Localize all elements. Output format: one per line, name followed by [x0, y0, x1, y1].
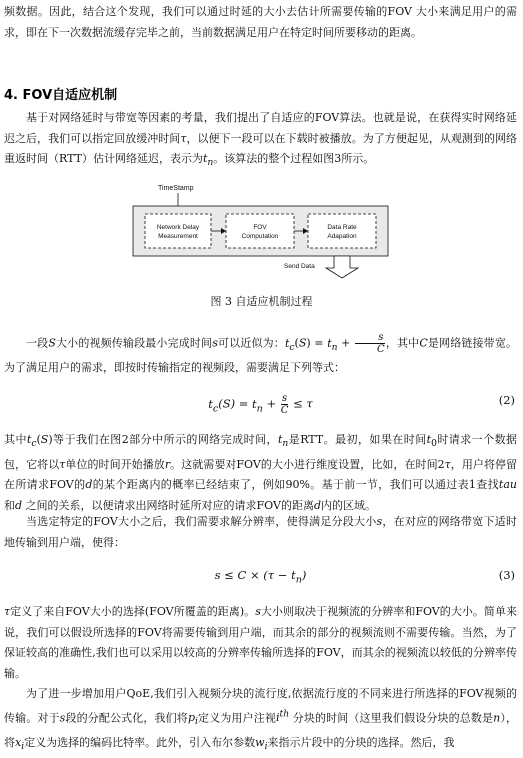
box3-line1: Data Rate	[327, 224, 357, 231]
box1-line2: Measurement	[158, 233, 198, 240]
equation-3-number: (3)	[498, 568, 515, 582]
paragraph-resolution: 当选定特定的FOV大小之后，我们需要求解分辨率，使得满足分段大小s，在对应的网络带宽下适时地传输到用户端，使得：	[4, 515, 517, 549]
network-delay-box	[145, 214, 211, 248]
equation-3-expression: $s \le C \times (\tau - t_n)$	[214, 568, 307, 586]
send-data-label: Send Data	[284, 263, 315, 270]
paragraph-fov-size: τ定义了来自FOV大小的选择(FOV所覆盖的距离)。s大小则取决于视频流的分辨率和FOV的大小。简单来说，我们可以假设所选择的FOV将需要传输到用户端，而其余的部分的视频流则不需要传输。当然，为了保证较高的准确性,我们也可以采用以较高的分辨率传输所选择的FOV，而其余的视频流以较低的分辨率传输。	[4, 605, 517, 680]
fov-computation-box	[226, 214, 294, 248]
box3-line2: Adapation	[327, 233, 357, 240]
paragraph-completion-time: 一段S大小的视频传输段最小完成时间s可以近似为：$t_c(S) = t_n$ + $\frac{s}{C}$ ，其中C是网络链接带宽。为了满足用户的需求，即按时传输指定的视频段，需要满足下列等式：	[4, 332, 517, 375]
box1-line1: Network Delay	[156, 224, 200, 231]
paragraph-intro-continuation: 频数据。因此，结合这个发现，我们可以通过时延的大小去估计所需要传输的FOV 大小来满足用户的需求，即在下一次数据流缓存完毕之前，当前数据满足用户在特定时间所要移动的距离。	[4, 5, 517, 39]
equation-2-number: (2)	[498, 393, 515, 407]
paragraph-network-completion: 其中$t_c(S)$等于我们在图2部分中所示的网络完成时间，$t_n$是RTT。最初，如果在时间$t_0$时请求一个数据包，它将以τ单位的时间开始播放r。这就需要对FOV的大小进行维度设置，比如，在时间2τ，用户将停留在所请求FOV的d的某个距离内的概率已经结束了，例如90%。基于前一节，我们可以通过表1查找tau 和d 之间的关系，以便请求出网络时延所对应的请求FOV的距离d内的区域。	[4, 433, 518, 512]
data-rate-box	[308, 214, 376, 248]
send-data-arrow	[326, 256, 358, 278]
timestamp-label: TimeStamp	[158, 185, 194, 192]
paragraph-popularity: 为了进一步增加用户QoE,我们引入视频分块的流行度,依据流行度的不同来进行所选择的FOV视频的传输。对于s段的分配公式化，我们将$p_i$定义为用户注视$i^{th}$ 分块的时间（这里我们假设分块的总数是n），将$x_i$定义为选择的编码比特率。此外，引入布尔参数$w_i$来指示片段中的分块的选择。然后，我	[4, 687, 518, 753]
box2-line1: FOV	[253, 224, 267, 231]
figure-caption: 图 3 自适应机制过程	[210, 295, 313, 308]
box2-line2: Computation	[241, 233, 279, 240]
equation-2	[4, 393, 517, 416]
adaptive-mechanism-diagram	[0, 180, 523, 292]
paragraph-adaptive-fov: 基于对网络延时与带宽等因素的考量，我们提出了自适应的FOV算法。也就是说，在获得实时网络延迟之后，我们可以指定回放缓冲时间τ，以便下一段可以在下载时被播放。为了方便起见，从观测到的网络重返时间（RTT）估计网络延迟，表示为$t_n$。该算法的整个过程如图3所示。	[4, 111, 518, 169]
equation-3	[4, 568, 517, 588]
equation-2-expression: $t_c(S) = t_n$ + $\frac{s}{C}$ ≤ τ	[208, 393, 313, 416]
section-heading: 4. FOV自适应机制	[4, 88, 118, 103]
